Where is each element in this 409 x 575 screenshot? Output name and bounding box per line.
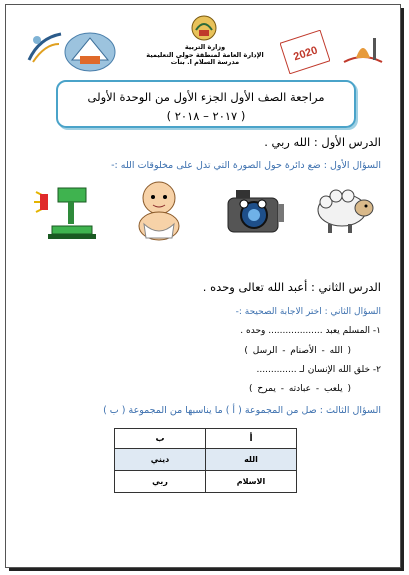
vision-2020-logo (280, 30, 330, 74)
group-b-cell[interactable]: ديني (115, 449, 206, 471)
kuwait-emblem-icon (190, 14, 218, 42)
question-3: السؤال الثالث : صل من المجموعة ( أ ) ما يناسبها من المجموعة ( ب ) (103, 405, 381, 416)
academic-year: ( ٢٠١٧ – ٢٠١٨ ) (166, 109, 246, 123)
drill-press-picture[interactable] (30, 182, 102, 242)
baby-picture[interactable] (128, 178, 190, 244)
group-a-cell[interactable]: الاسلام (206, 471, 297, 493)
question-2-item-2: ٢- خلق الله الإنسان لـ .............. (256, 365, 381, 375)
matching-table-header (115, 429, 297, 449)
question-1: السؤال الأول : ضع دائرة حول الصورة التي تدل على مخلوقات الله :- (111, 160, 381, 171)
worksheet-title-box (56, 80, 356, 128)
matching-table (114, 428, 297, 493)
school-logo-icon (25, 30, 65, 66)
mosque-logo-icon (340, 28, 386, 72)
question-2-item-1: ١- المسلم يعبد ................... وحده . (240, 326, 381, 336)
lesson-2-heading: الدرس الثاني : أعبد الله تعالى وحده . (202, 280, 381, 294)
table-row (115, 471, 297, 493)
ministry-line-1: وزارة التربية (184, 43, 226, 51)
question-2: السؤال الثاني : اختر الاجابة الصحيحة :- (235, 307, 381, 317)
group-a-cell[interactable]: الله (206, 449, 297, 471)
camera-picture[interactable] (222, 180, 288, 242)
ministry-line-2: الإدارة العامة لمنطقة حولي التعليمية (146, 50, 264, 59)
lesson-1-heading: الدرس الأول : الله ربي . (264, 135, 381, 149)
district-logo-icon (62, 30, 118, 74)
group-b-header: ب (115, 429, 206, 449)
ministry-line-3: مدرسة السلام ا. بنات (170, 58, 240, 66)
question-2-item-1-options[interactable]: ( الله - الأصنام - الرسل ) (244, 346, 351, 356)
worksheet-title: مراجعة الصف الأول الجزء الأول من الوحدة الأولى (87, 90, 325, 104)
sheep-picture[interactable] (312, 186, 374, 236)
question-2-item-2-options[interactable]: ( يلعب - عبادته - يمرح ) (249, 384, 351, 394)
group-a-header: أ (206, 429, 297, 449)
page-shadow-right (401, 8, 404, 571)
page-shadow-bottom (9, 568, 404, 571)
table-row (115, 449, 297, 471)
ministry-header (130, 44, 280, 67)
group-b-cell[interactable]: ربي (115, 471, 206, 493)
vision-2020-text: 2020 (292, 44, 320, 64)
